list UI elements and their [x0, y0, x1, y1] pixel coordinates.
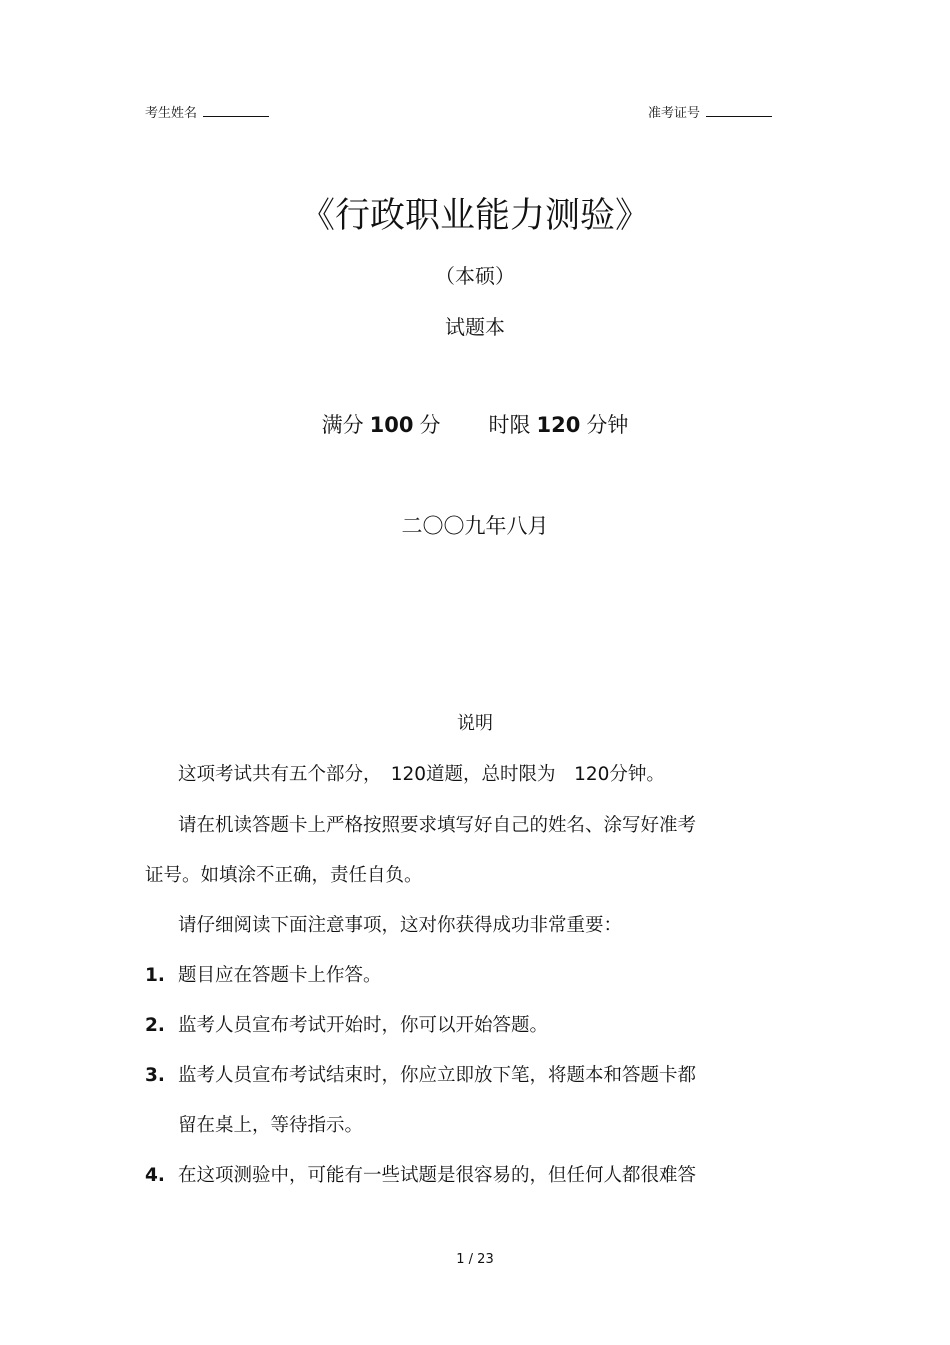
page-indicator: 1 / 23: [456, 1252, 494, 1267]
score-time-line: [0, 410, 950, 440]
list-item-number: 4.: [145, 1165, 165, 1186]
list-item-number: 3.: [145, 1065, 165, 1086]
candidate-name-label: 考生姓名: [145, 106, 198, 121]
list-item: [145, 1013, 785, 1039]
admission-number-field: [648, 104, 772, 123]
list-item-text: 题目应在答题卡上作答。: [178, 965, 382, 986]
instructions-paragraph-3: 请仔细阅读下面注意事项，这对你获得成功非常重要：: [178, 915, 623, 936]
instructions-paragraph-2-line-2: 证号。如填涂不正确，责任自负。: [145, 865, 423, 886]
exam-subtitle: （本硕）: [435, 264, 515, 288]
candidate-name-field: [145, 104, 269, 123]
instructions-heading: 说明: [457, 713, 493, 734]
list-item-text: 监考人员宣布考试结束时，你应立即放下笔，将题本和答题卡都: [178, 1065, 697, 1086]
candidate-name-blank: [203, 104, 269, 117]
instructions-paragraph-1: 这项考试共有五个部分， 120道题，总时限为 120分钟。: [178, 764, 665, 785]
score-value: 100: [369, 413, 414, 437]
score-unit: 分: [419, 413, 441, 437]
time-unit: 分钟: [586, 413, 629, 437]
list-item: [145, 963, 785, 989]
list-item-text: 监考人员宣布考试开始时，你可以开始答题。: [178, 1015, 549, 1036]
list-item-text: 在这项测验中，可能有一些试题是很容易的，但任何人都很难答: [178, 1165, 697, 1186]
list-item-number: 1.: [145, 965, 165, 986]
instructions-paragraph-2-line-1: 请在机读答题卡上严格按照要求填写好自己的姓名、涂写好准考: [178, 815, 697, 836]
exam-date: 二〇〇九年八月: [401, 514, 549, 538]
booklet-label: 试题本: [445, 315, 505, 339]
time-label: 时限: [488, 413, 531, 437]
score-label: 满分: [321, 413, 364, 437]
admission-number-blank: [706, 104, 772, 117]
list-item: [145, 1163, 785, 1189]
list-item-continuation: 留在桌上，等待指示。: [178, 1115, 364, 1136]
time-value: 120: [536, 413, 581, 437]
list-item: [145, 1063, 785, 1089]
admission-number-label: 准考证号: [648, 106, 701, 121]
list-item-number: 2.: [145, 1015, 165, 1036]
exam-title: 《行政职业能力测验》: [299, 196, 650, 236]
